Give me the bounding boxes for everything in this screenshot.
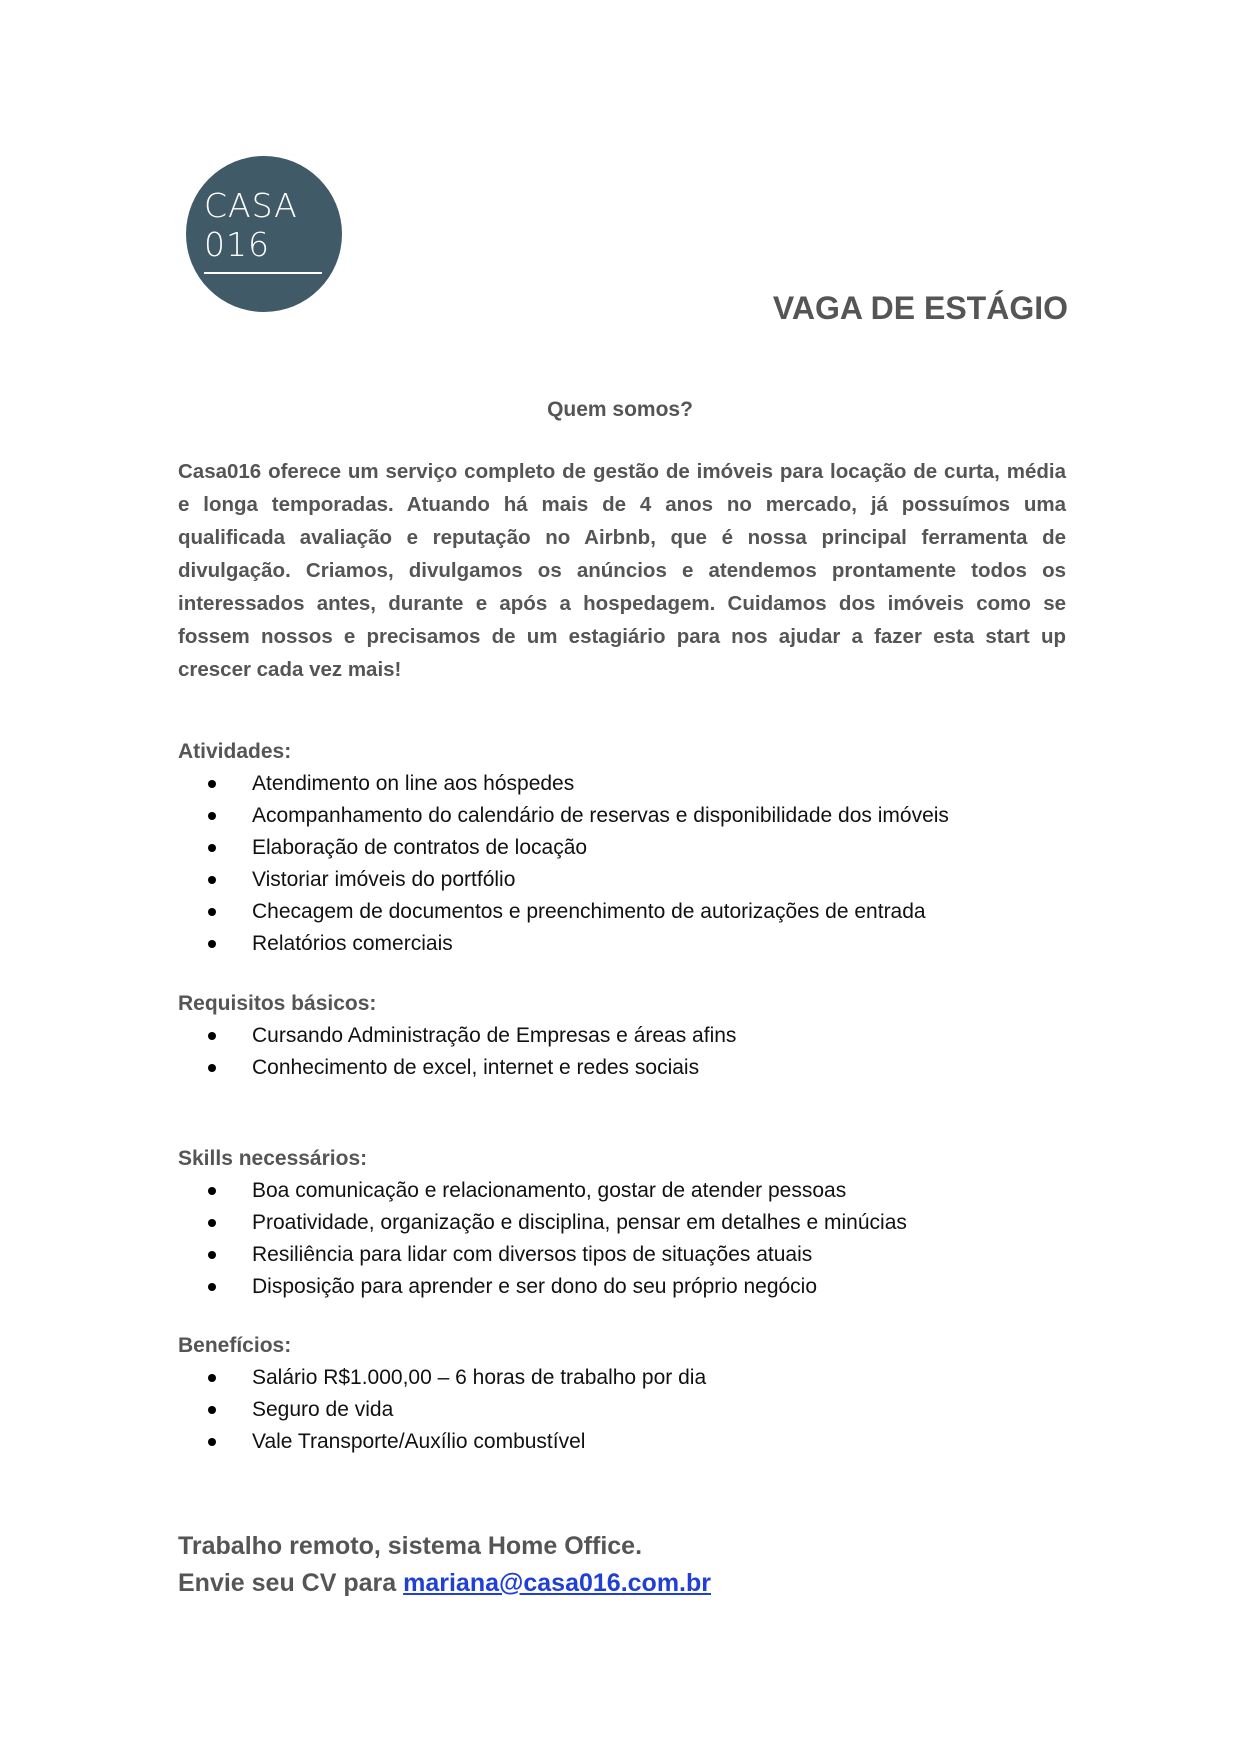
list-item: Relatórios comerciais — [252, 928, 1078, 960]
logo-text-casa: CASA — [204, 186, 298, 225]
list-item: Atendimento on line aos hóspedes — [252, 768, 1078, 800]
activities-list — [178, 768, 1078, 960]
skills-section — [178, 1143, 1078, 1303]
list-item: Salário R$1.000,00 – 6 horas de trabalho por dia — [252, 1362, 1078, 1394]
about-paragraph: Casa016 oferece um serviço completo de gestão de imóveis para locação de curta, média e longa temporadas. Atuando há mais de 4 anos no mercado, já possuímos uma qualificada avaliação e reputação no Airbnb, que é nossa principal ferramenta de divulgação. Criamos, divulgamos os anúncios e atendemos prontamente todos os interessados antes, durante e após a hospedagem. Cuidamos dos imóveis como se fossem nossos e precisamos de um estagiário para nos ajudar a fazer esta start up crescer cada vez mais! — [178, 460, 1066, 681]
send-cv-label: Envie seu CV para — [178, 1569, 404, 1597]
list-item: Vistoriar imóveis do portfólio — [252, 864, 1078, 896]
requirements-heading: Requisitos básicos: — [178, 992, 377, 1015]
list-item: Resiliência para lidar com diversos tipos de situações atuais — [252, 1239, 1078, 1271]
list-item: Proatividade, organização e disciplina, pensar em detalhes e minúcias — [252, 1207, 1078, 1239]
activities-section — [178, 736, 1078, 960]
benefits-list — [178, 1362, 1078, 1458]
email-link[interactable]: mariana@casa016.com.br — [403, 1569, 711, 1597]
list-item: Vale Transporte/Auxílio combustível — [252, 1426, 1078, 1458]
list-item: Cursando Administração de Empresas e áreas afins — [252, 1020, 1078, 1052]
contact-footer — [178, 1528, 711, 1602]
list-item: Disposição para aprender e ser dono do seu próprio negócio — [252, 1271, 1078, 1303]
list-item: Boa comunicação e relacionamento, gostar de atender pessoas — [252, 1175, 1078, 1207]
skills-heading: Skills necessários: — [178, 1147, 368, 1170]
list-item: Checagem de documentos e preenchimento de autorizações de entrada — [252, 896, 1078, 928]
remote-work-note: Trabalho remoto, sistema Home Office. — [178, 1532, 643, 1560]
activities-heading: Atividades: — [178, 740, 292, 763]
about-heading: Quem somos? — [547, 398, 693, 421]
company-logo — [186, 156, 342, 312]
send-cv-line — [178, 1565, 711, 1602]
benefits-heading: Benefícios: — [178, 1334, 292, 1357]
page-title: VAGA DE ESTÁGIO — [772, 290, 1068, 326]
logo-text-016: 016 — [204, 225, 270, 264]
list-item: Acompanhamento do calendário de reservas e disponibilidade dos imóveis — [252, 800, 1078, 832]
requirements-section — [178, 988, 1078, 1084]
skills-list — [178, 1175, 1078, 1303]
list-item: Elaboração de contratos de locação — [252, 832, 1078, 864]
requirements-list — [178, 1020, 1078, 1084]
benefits-section — [178, 1330, 1078, 1458]
list-item: Seguro de vida — [252, 1394, 1078, 1426]
list-item: Conhecimento de excel, internet e redes sociais — [252, 1052, 1078, 1084]
logo-underline — [204, 272, 322, 274]
